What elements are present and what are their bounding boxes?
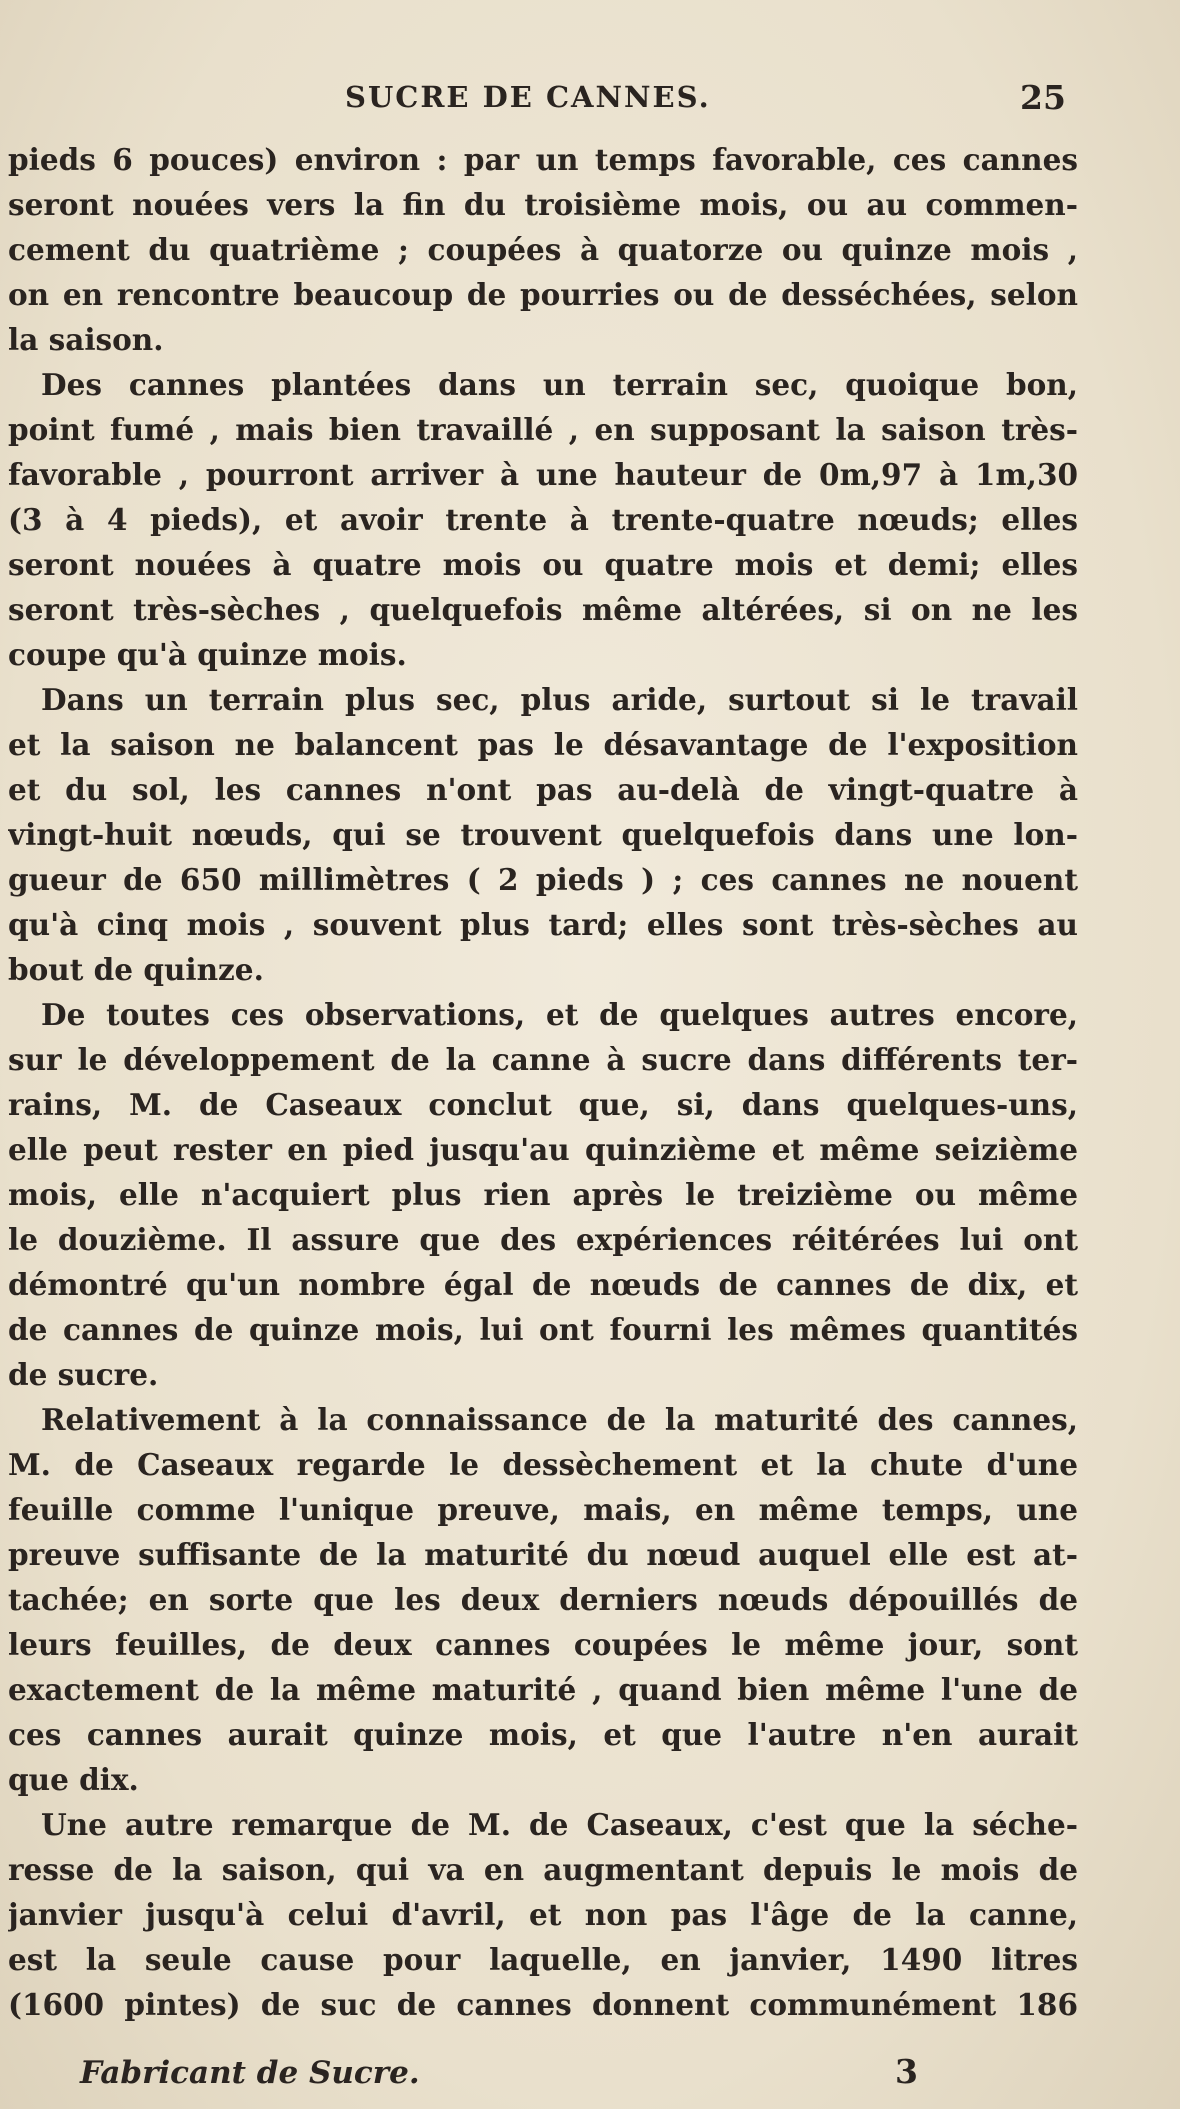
page-header: [0, 80, 1180, 120]
text-line: seront nouées vers la fin du troisième mois, ou au commen-: [8, 187, 1078, 222]
text-line: tachée; en sorte que les deux derniers nœuds dépouillés de: [8, 1582, 1078, 1617]
text-line: ces cannes aurait quinze mois, et que l'autre n'en aurait: [8, 1717, 1078, 1752]
text-line: et la saison ne balancent pas le désavantage de l'exposition: [8, 727, 1078, 762]
text-line: (3 à 4 pieds), et avoir trente à trente-quatre nœuds; elles: [8, 502, 1078, 537]
text-line: janvier jusqu'à celui d'avril, et non pas l'âge de la canne,: [8, 1897, 1078, 1932]
text-line: qu'à cinq mois , souvent plus tard; elles sont très-sèches au: [8, 907, 1078, 942]
text-line: de cannes de quinze mois, lui ont fourni les mêmes quantités: [8, 1312, 1078, 1347]
text-line: seront nouées à quatre mois ou quatre mois et demi; elles: [8, 547, 1078, 582]
text-line: coupe qu'à quinze mois.: [8, 637, 407, 672]
text-line: feuille comme l'unique preuve, mais, en même temps, une: [8, 1492, 1078, 1527]
text-line: on en rencontre beaucoup de pourries ou de desséchées, selon: [8, 277, 1078, 312]
signature-line: Fabricant de Sucre.: [80, 2055, 420, 2091]
text-line: M. de Caseaux regarde le dessèchement et la chute d'une: [8, 1447, 1078, 1482]
text-line: Relativement à la connaissance de la maturité des cannes,: [41, 1402, 1078, 1437]
text-line: que dix.: [8, 1762, 139, 1797]
text-line: Des cannes plantées dans un terrain sec, quoique bon,: [41, 367, 1078, 402]
text-line: mois, elle n'acquiert plus rien après le treizième ou même: [8, 1177, 1078, 1212]
text-line: point fumé , mais bien travaillé , en supposant la saison très-: [8, 412, 1078, 447]
text-line: sur le développement de la canne à sucre dans différents ter-: [8, 1042, 1078, 1077]
text-line: preuve suffisante de la maturité du nœud auquel elle est at-: [8, 1537, 1078, 1572]
text-line: cement du quatrième ; coupées à quatorze ou quinze mois ,: [8, 232, 1078, 267]
text-line: exactement de la même maturité , quand bien même l'une de: [8, 1672, 1078, 1707]
text-line: rains, M. de Caseaux conclut que, si, dans quelques-uns,: [8, 1087, 1078, 1122]
page-footer: [0, 2052, 1180, 2095]
text-line: leurs feuilles, de deux cannes coupées le même jour, sont: [8, 1627, 1078, 1662]
text-line: démontré qu'un nombre égal de nœuds de cannes de dix, et: [8, 1267, 1078, 1302]
text-line: (1600 pintes) de suc de cannes donnent communément 186: [8, 1987, 1078, 2022]
text-line: pieds 6 pouces) environ : par un temps favorable, ces cannes: [8, 142, 1078, 177]
text-line: elle peut rester en pied jusqu'au quinzième et même seizième: [8, 1132, 1078, 1167]
text-line: gueur de 650 millimètres ( 2 pieds ) ; ces cannes ne nouent: [8, 862, 1078, 897]
running-head: SUCRE DE CANNES.: [345, 80, 711, 114]
text-line: le douzième. Il assure que des expériences réitérées lui ont: [8, 1222, 1078, 1257]
text-line: Dans un terrain plus sec, plus aride, surtout si le travail: [41, 682, 1078, 717]
text-line: favorable , pourront arriver à une hauteur de 0m,97 à 1m,30: [8, 457, 1078, 492]
sheet-number: 3: [895, 2052, 918, 2091]
text-line: de sucre.: [8, 1357, 159, 1392]
text-line: la saison.: [8, 322, 164, 357]
text-line: seront très-sèches , quelquefois même altérées, si on ne les: [8, 592, 1078, 627]
text-line: De toutes ces observations, et de quelques autres encore,: [41, 997, 1078, 1032]
text-line: et du sol, les cannes n'ont pas au-delà de vingt-quatre à: [8, 772, 1078, 807]
text-line: bout de quinze.: [8, 952, 264, 987]
text-line: vingt-huit nœuds, qui se trouvent quelquefois dans une lon-: [8, 817, 1078, 852]
text-line: est la seule cause pour laquelle, en janvier, 1490 litres: [8, 1942, 1078, 1977]
text-line: resse de la saison, qui va en augmentant depuis le mois de: [8, 1852, 1078, 1887]
text-line: Une autre remarque de M. de Caseaux, c'est que la séche-: [41, 1807, 1078, 1842]
body-text: [8, 137, 1078, 2027]
page-number: 25: [1020, 78, 1066, 117]
